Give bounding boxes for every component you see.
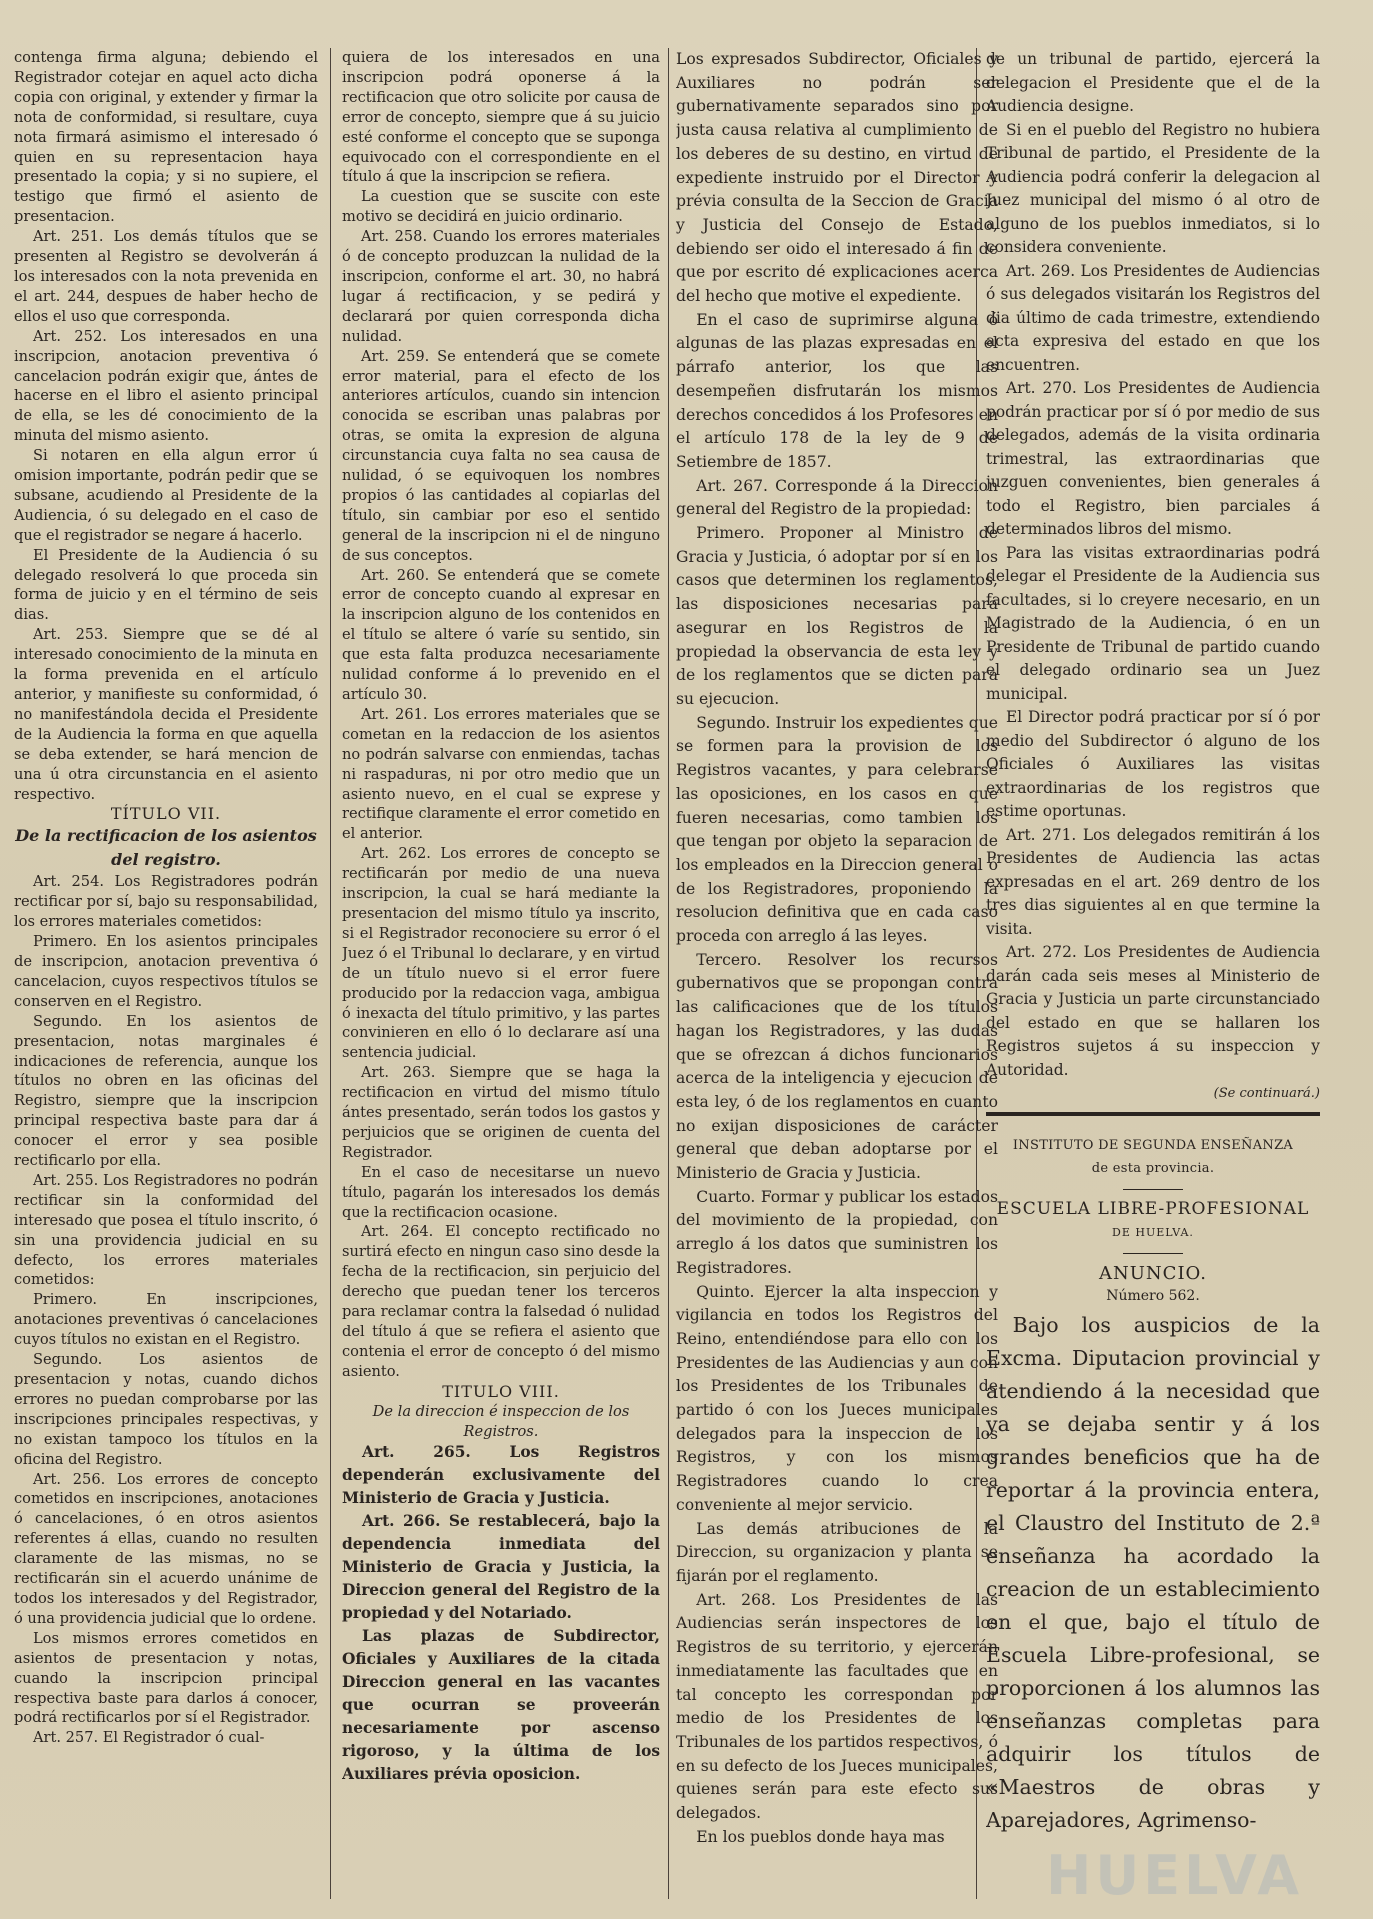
- paragraph: Art. 253. Siempre que se dé al interesado conocimiento de la minuta en la forma prevenida en el artículo anterior, y manifieste su conformidad, ó no manifestándola decida el Presidente de la Audiencia la forma en que aquella se deba extender, se hará mencion de una ú otra circunstancia en el asiento respectivo.: [14, 626, 318, 803]
- paragraph: Art. 271. Los delegados remitirán á los Presidentes de Audiencia las actas expresadas en el art. 269 dentro de los tres dias siguientes al en que termine la visita.: [986, 825, 1320, 938]
- paragraph: Art. 272. Los Presidentes de Audiencia darán cada seis meses al Ministerio de Gracia y Justicia un parte circunstanciado del estado en que se hallaren los Registros sujetos á su inspeccion y Autoridad.: [986, 943, 1320, 1079]
- paragraph: Los mismos errores cometidos en asientos de presentacion y notas, cuando la inscripcion principal respectiva baste para darlos á conocer, podrá rectificarlos por sí el Registrador.: [14, 1629, 318, 1727]
- paragraph: Segundo. En los asientos de presentacion, notas marginales é indicaciones de referencia, aunque los títulos no obren en las oficinas del Registro, siempre que la inscripcion principal respectiva baste para dar á conocer el error y sea posible rectificarlo por ella.: [14, 1012, 318, 1170]
- section-subtitle: De la direccion é inspeccion de los Registros.: [372, 1402, 630, 1440]
- column-divider: [330, 48, 331, 1899]
- institute-subheading: de esta provincia.: [1091, 1161, 1215, 1176]
- school-place: DE HUELVA.: [1112, 1226, 1194, 1239]
- paragraph: Segundo. Instruir los expedientes que se formen para la provision de los Registros vacantes, y para celebrarse las oposiciones, en los casos en que fueren necesarias, como tambien los que tengan por objeto la separacion de los empleados en la Direccion general ó de los Registradores, proponiendo la resolucion definitiva que en cada caso proceda con arreglo á las leyes.: [676, 713, 998, 946]
- paragraph: Quinto. Ejercer la alta inspeccion y vigilancia en todos los Registros del Reino, entendiéndose para ello con los Presidentes de las Audiencias y aun con los Presidentes de los Tribunales de partido ó con los Jueces municipales delegados para la inspeccion de los Registros, y con los mismos Registradores cuando lo crea conveniente al mejor servicio.: [676, 1282, 998, 1514]
- column-1: [14, 48, 318, 1899]
- divider: [1123, 1253, 1183, 1254]
- paragraph: Primero. En los asientos principales de inscripcion, anotacion preventiva ó cancelacion, cuyos respectivos títulos se conserven en el Registro.: [14, 933, 318, 1010]
- paragraph: Cuarto. Formar y publicar los estados del movimiento de la propiedad, con arreglo á los datos que suministren los Registradores.: [676, 1187, 998, 1277]
- paragraph: En el caso de suprimirse alguna ó algunas de las plazas expresadas en el párrafo anterior, los que las desempeñen disfrutarán los mismos derechos concedidos á los Profesores en el artículo 178 de la ley de 9 de Setiembre de 1857.: [676, 310, 998, 471]
- paragraph: Si en el pueblo del Registro no hubiera Tribunal de partido, el Presidente de la Audiencia podrá conferir la delegacion al Juez municipal del mismo ó al otro de alguno de los pueblos inmediatos, si lo considera conveniente.: [986, 120, 1320, 256]
- paragraph: Art. 268. Los Presidentes de las Audiencias serán inspectores de los Registros de su territorio, y ejercerán inmediatamente las facultades que en tal concepto les correspondan por medio de los Presidentes de los Tribunales de los partidos respectivos, ó en su defecto de los Jueces municipales, quienes serán para este efecto sus delegados.: [676, 1590, 998, 1823]
- paragraph: Art. 270. Los Presidentes de Audiencia podrán practicar por sí ó por medio de sus delegados, además de la visita ordinaria trimestral, las extraordinarias que juzguen convenientes, bien generales á todo el Registro, bien parciales á determinados libros del mismo.: [986, 379, 1320, 538]
- paragraph: Art. 254. Los Registradores podrán rectificar por sí, bajo su responsabilidad, los errores materiales cometidos:: [14, 873, 318, 931]
- paragraph: Art. 258. Cuando los errores materiales ó de concepto produzcan la nulidad de la inscripcion, conforme el art. 30, no habrá lugar á rectificacion, y se pedirá y declarará por quien corresponda dicha nulidad.: [342, 228, 660, 345]
- paragraph: En los pueblos donde haya mas: [696, 1827, 945, 1846]
- paragraph: contenga firma alguna; debiendo el Registrador cotejar en aquel acto dicha copia con original, y extender y firmar la nota de conformidad, si resultare, cuya nota firmará asimismo el interesado ó quien en su representacion haya presentado la copia; y si no supiere, el testigo que firmó el asiento de presentacion.: [14, 49, 318, 226]
- paragraph: Art. 266. Se restablecerá, bajo la dependencia inmediata del Ministerio de Gracia y Justicia, la Direccion general del Registro de la propiedad y del Notariado.: [342, 1512, 660, 1623]
- paragraph: Los expresados Subdirector, Oficiales y Auxiliares no podrán ser gubernativamente separados sino por justa causa relativa al cumplimiento de los deberes de su destino, en virtud de expediente instruido por el Director y prévia consulta de la Seccion de Gracia y Justicia del Consejo de Estado, debiendo ser oido el interesado á fin de que por escrito dé explicaciones acerca del hecho que motive el expediente.: [676, 50, 998, 306]
- paragraph: Art. 261. Los errores materiales que se cometan en la redaccion de los asientos no podrán salvarse con enmiendas, tachas ni raspaduras, ni por otro medio que un asiento nuevo, en el cual se exprese y rectifique claramente el error cometido en el anterior.: [342, 705, 660, 843]
- paragraph: Art. 262. Los errores de concepto se rectificarán por medio de una nueva inscripcion, la cual se hará mediante la presentacion del mismo título ya inscrito, si el Registrador reconociere su error ó el Juez ó el Tribunal lo declarare, y en virtud de un título nuevo si el error fuere producido por la redaccion vaga, ambigua ó inexacta del título primitivo, y las partes convinieren en ello ó lo declarare así una sentencia judicial.: [342, 845, 660, 1062]
- paragraph: Art. 255. Los Registradores no podrán rectificar sin la conformidad del interesado que posea el título inscrito, ó sin una providencia judicial en su defecto, los errores materiales cometidos:: [14, 1171, 318, 1289]
- paragraph: Segundo. Los asientos de presentacion y notas, cuando dichos errores no puedan comprobarse por las inscripciones principales respectivas, y no existan tampoco los títulos en la oficina del Registro.: [14, 1351, 318, 1468]
- institute-heading: INSTITUTO DE SEGUNDA ENSEÑANZA: [1012, 1137, 1294, 1153]
- paragraph: Art. 256. Los errores de concepto cometidos en inscripciones, anotaciones ó cancelaciones, ó en otros asientos referentes á ellas, cuando no resulten claramente de las mismas, no se rectificarán sin el acuerdo unánime de todos los interesados y del Registrador, ó una providencia judicial que lo ordene.: [14, 1470, 318, 1627]
- paragraph: Art. 259. Se entenderá que se comete error material, para el efecto de los anteriores artículos, cuando sin intencion conocida se escriban unas palabras por otras, se omita la expresion de alguna circunstancia cuya falta no sea causa de nulidad, ó se equivoquen los nombres propios ó las cantidades al copiarlas del título, sin cambiar por eso el sentido general de la inscripcion ni el de ninguno de sus conceptos.: [342, 347, 660, 564]
- column-3: [676, 48, 998, 1899]
- paragraph: La cuestion que se suscite con este motivo se decidirá en juicio ordinario.: [342, 188, 660, 226]
- column-divider: [668, 48, 669, 1899]
- paragraph: Primero. En inscripciones, anotaciones preventivas ó cancelaciones cuyos títulos no existan en el Registro.: [14, 1291, 318, 1349]
- paragraph: Las demás atribuciones de la Direccion, su organizacion y planta se fijarán por el reglamento.: [676, 1519, 998, 1585]
- paragraph: Las plazas de Subdirector, Oficiales y Auxiliares de la citada Direccion general en las vacantes que ocurran se proveerán necesariamente por ascenso rigoroso, y la última de los Auxiliares prévia oposicion.: [342, 1627, 660, 1784]
- paragraph: Art. 265. Los Registros dependerán exclusivamente del Ministerio de Gracia y Justicia.: [342, 1443, 660, 1508]
- paragraph: Art. 257. El Registrador ó cual-: [32, 1729, 265, 1747]
- paragraph: El Presidente de la Audiencia ó su delegado resolverá lo que proceda sin forma de juicio y en el término de seis dias.: [14, 546, 318, 624]
- paragraph: Art. 252. Los interesados en una inscripcion, anotacion preventiva ó cancelacion podrán exigir que, ántes de hacerse en el libro el asiento principal de ella, se les dé conocimiento de la minuta del mismo asiento.: [14, 327, 318, 445]
- notice-heading: ANUNCIO.: [1099, 1262, 1207, 1284]
- section-rule: [986, 1112, 1320, 1116]
- archive-watermark: HUELVA: [1046, 1844, 1303, 1907]
- paragraph: Si notaren en ella algun error ú omision importante, podrán pedir que se subsane, acudiendo al Presidente de la Audiencia, ó su delegado en el caso de que el registrador se negare á hacerlo.: [14, 447, 318, 544]
- paragraph: Para las visitas extraordinarias podrá delegar el Presidente de la Audiencia sus facultades, si lo creyere necesario, en un Magistrado de la Audiencia, ó en un Presidente de Tribunal de partido cuando el delegado ordinario sea un Juez municipal.: [986, 543, 1320, 703]
- section-subtitle: De la rectificacion de los asientos del registro.: [15, 826, 317, 870]
- paragraph: Art. 264. El concepto rectificado no surtirá efecto en ningun caso sino desde la fecha de la rectificacion, sin perjuicio del derecho que puedan tener los terceros para reclamar contra la falsedad ó nulidad del título á que se refiera el asiento que contenia el error de concepto ó del mismo asiento.: [342, 1223, 660, 1380]
- notice-body: Bajo los auspicios de la Excma. Diputacion provincial y atendiendo á la necesidad que ya se dejaba sentir y á los grandes beneficios que ha de reportar á la provincia entera, el Claustro del Instituto de 2.ª enseñanza ha acordado la creacion de un establecimiento en el que, bajo el título de Escuela Libre-profesional, se proporcionen á los alumnos las enseñanzas completas para adquirir los títulos de «Maestros de obras y Aparejadores, Agrimenso-: [986, 1312, 1320, 1832]
- notice-body-wrap: [986, 1309, 1320, 1837]
- section-title: TÍTULO VII.: [110, 804, 222, 824]
- continued-note: (Se continuará.): [1213, 1086, 1320, 1101]
- school-heading: ESCUELA LIBRE-PROFESIONAL: [996, 1198, 1310, 1219]
- paragraph: Art. 260. Se entenderá que se comete error de concepto cuando al expresar en la inscripcion alguno de los contenidos en el título se altere ó varíe su sentido, sin que esta falta produzca necesariamente nulidad conforme á lo prevenido en el artículo 30.: [342, 566, 660, 703]
- paragraph: Art. 263. Siempre que se haga la rectificacion en virtud del mismo título ántes presentado, serán todos los gastos y perjuicios que se originen de cuenta del Registrador.: [342, 1064, 660, 1161]
- column-4: [986, 48, 1320, 1899]
- section-title: TITULO VIII.: [442, 1381, 560, 1401]
- paragraph: quiera de los interesados en una inscripcion podrá oponerse á la rectificacion que otro solicite por causa de error de concepto, siempre que á su juicio esté conforme el concepto que se suponga equivocado con el correspondiente en el título á que la inscripcion se refiera.: [342, 49, 660, 186]
- paragraph: Art. 269. Los Presidentes de Audiencias ó sus delegados visitarán los Registros del dia último de cada trimestre, extendiendo acta expresiva del estado en que los encuentren.: [986, 261, 1320, 374]
- column-2: [342, 48, 660, 1899]
- paragraph: El Director podrá practicar por sí ó por medio del Subdirector ó alguno de los Oficiales ó Auxiliares las visitas extraordinarias de los registros que estime oportunas.: [986, 708, 1320, 820]
- paragraph: En el caso de necesitarse un nuevo título, pagarán los interesados los demás que la rectificacion ocasione.: [342, 1163, 660, 1221]
- notice-number: Número 562.: [1106, 1288, 1200, 1304]
- paragraph: Art. 267. Corresponde á la Direccion general del Registro de la propiedad:: [676, 476, 998, 519]
- paragraph: de un tribunal de partido, ejercerá la delegacion el Presidente que el de la Audiencia designe.: [986, 50, 1320, 115]
- divider: [1123, 1189, 1183, 1190]
- paragraph: Primero. Proponer al Ministro de Gracia y Justicia, ó adoptar por sí en los casos que determinen los reglamentos, las disposiciones necesarias para asegurar en los Registros de la propiedad la observancia de esta ley y de los reglamentos que se dicten para su ejecucion.: [676, 524, 998, 708]
- paragraph: Art. 251. Los demás títulos que se presenten al Registro se devolverán á los interesados con la nota prevenida en el art. 244, despues de haber hecho de ellos el uso que corresponda.: [14, 228, 318, 325]
- paragraph: Tercero. Resolver los recursos gubernativos que se propongan contra las calificaciones que de los títulos hagan los Registradores, y las dudas que se ofrezcan á dichos funcionarios acerca de la inteligencia y ejecucion de esta ley, ó de los reglamentos en cuanto no exijan disposiciones de carácter general que deban adoptarse por el Ministerio de Gracia y Justicia.: [676, 950, 998, 1183]
